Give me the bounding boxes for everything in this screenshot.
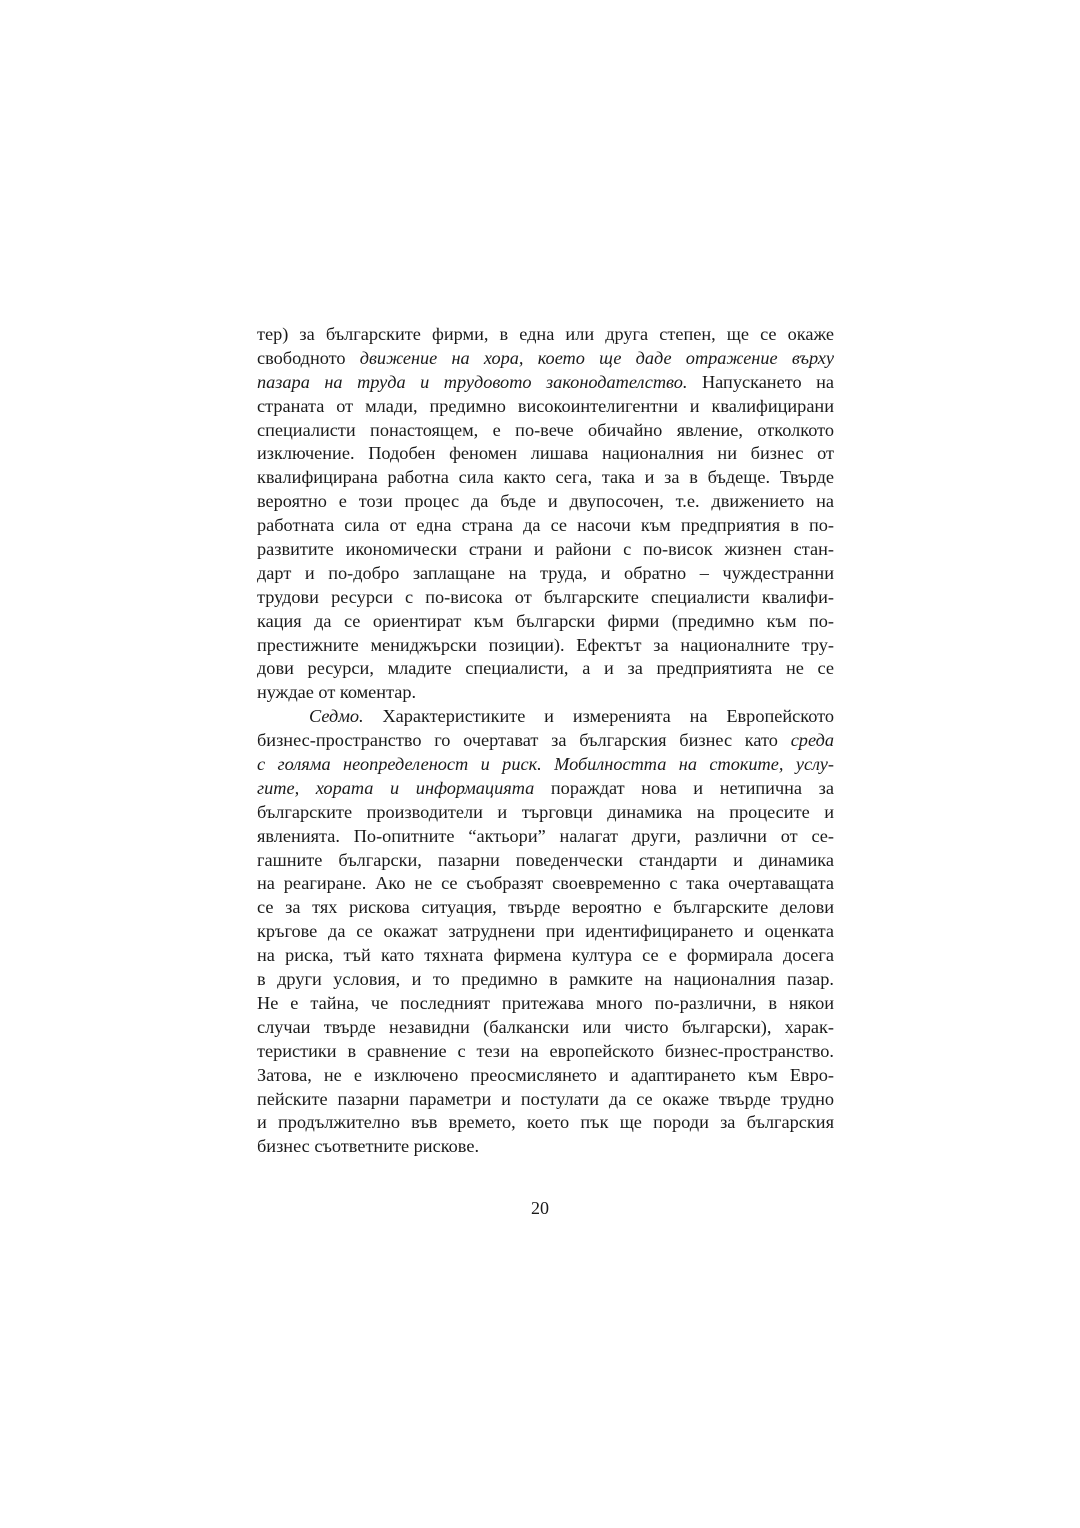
text-run: Затова, не е изключено преосмислянето и адаптирането към Евро- — [257, 1064, 834, 1085]
text-run: на риска, тъй като тяхната фирмена култура се е формирала досега — [257, 945, 834, 966]
text-run: тер) за българските фирми, в една или друга степен, ще се окаже — [257, 324, 834, 344]
text-line — [257, 944, 834, 968]
text-line — [257, 920, 834, 944]
text-run: развитите икономически страни и райони с по-висок жизнен стан- — [257, 539, 834, 560]
text-run: Характеристиките и измеренията на Европейското — [363, 706, 834, 727]
text-line — [257, 992, 834, 1016]
text-line — [257, 872, 834, 896]
text-line — [257, 395, 834, 419]
text-run: трудови ресурси с по-висока от българските специалисти квалифи- — [257, 586, 834, 607]
text-line — [257, 801, 834, 825]
text-run: бизнес съответните рискове. — [257, 1136, 480, 1157]
text-line — [257, 419, 834, 443]
text-run: вероятно е този процес да бъде и двупосочен, т.е. движението на — [257, 491, 834, 512]
text-line — [257, 466, 834, 490]
body-text — [257, 323, 834, 1159]
text-run: дарт и по-добро заплащане на труда, и обратно – чуждестранни — [257, 562, 834, 583]
text-line — [257, 610, 834, 634]
page-number: 20 — [531, 1198, 549, 1218]
text-run: пейските пазарни параметри и постулати да се окаже твърде трудно — [257, 1088, 834, 1109]
text-run: се за тях рискова ситуация, твърде вероятно е българските делови — [257, 897, 834, 918]
italic-run: с голяма неопределеност и риск. Мобилността на стоките, услу- — [257, 754, 834, 775]
text-run: бизнес-пространство го очертават за българския бизнес като — [257, 730, 791, 751]
text-run: на реагиране. Ако не се съобразят своевременно с така очертаващата — [257, 873, 834, 894]
text-line — [257, 634, 834, 658]
text-line — [257, 968, 834, 992]
text-run: кръгове да се окажат затруднени при идентифицирането и оценката — [257, 921, 834, 942]
text-line — [257, 681, 834, 705]
text-run: специалисти понастоящем, е по-вече обичайно явление, отколкото — [257, 419, 834, 440]
text-run: Напускането на — [687, 371, 834, 392]
text-line — [257, 753, 834, 777]
paragraph-2 — [257, 705, 834, 1159]
text-line — [257, 490, 834, 514]
text-run: страната от млади, предимно високоинтелигентни и квалифицирани — [257, 395, 834, 416]
text-line — [257, 1040, 834, 1064]
text-run: явленията. По-опитните “актьори” налагат други, различни от се- — [257, 825, 834, 846]
text-line — [257, 777, 834, 801]
text-run: квалифицирана работна сила както сега, така и за в бъдеще. Твърде — [257, 467, 834, 488]
text-run: изключение. Подобен феномен лишава националния ни бизнес от — [257, 443, 834, 464]
italic-run: среда — [790, 730, 834, 751]
text-run: работната сила от една страна да се насочи към предприятия в по- — [257, 515, 834, 536]
text-run: теристики в сравнение с тези на европейското бизнес-пространство. — [257, 1040, 834, 1061]
text-line — [257, 347, 834, 371]
text-line — [257, 705, 834, 729]
text-run: престижните мениджърски позиции). Ефектът за националните тру- — [257, 634, 834, 655]
text-run: кация да се ориентират към български фирми (предимно към по- — [257, 610, 834, 631]
text-line — [257, 1111, 834, 1135]
text-run: българските производители и търговци динамика на процесите и — [257, 801, 834, 822]
text-run: гашните български, пазарни поведенчески стандарти и динамика — [257, 849, 834, 870]
italic-run: Седмо. — [309, 706, 364, 727]
text-run: дови ресурси, младите специалисти, а и за предприятията не се — [257, 658, 834, 679]
italic-run: движение на хора, което ще даде отражение върху — [359, 347, 834, 368]
text-run: нуждае от коментар. — [257, 682, 417, 703]
text-line — [257, 896, 834, 920]
text-run: случаи твърде незавидни (балкански или чисто български), харак- — [257, 1016, 834, 1037]
text-line — [257, 442, 834, 466]
text-line — [257, 323, 834, 347]
text-line — [257, 849, 834, 873]
text-run: свободното — [257, 347, 360, 368]
text-line — [257, 1135, 834, 1159]
text-line — [257, 1064, 834, 1088]
text-line — [257, 538, 834, 562]
text-line — [257, 1088, 834, 1112]
text-line — [257, 514, 834, 538]
italic-run: гите, хората и информацията — [257, 777, 535, 798]
text-line — [257, 586, 834, 610]
text-line — [257, 657, 834, 681]
text-line — [257, 825, 834, 849]
text-line — [257, 371, 834, 395]
text-run: в други условия, и то предимно в рамките на националния пазар. — [257, 969, 834, 990]
text-run: Не е тайна, че последният притежава много по-различни, в някои — [257, 992, 834, 1013]
text-run: и продължително във времето, което пък ще породи за българския — [257, 1112, 834, 1133]
paragraph-1 — [257, 323, 834, 705]
text-line — [257, 729, 834, 753]
text-run: пораждат нова и нетипична за — [534, 777, 834, 798]
text-line — [257, 1016, 834, 1040]
text-line — [257, 562, 834, 586]
italic-run: пазара на труда и трудовото законодателство. — [257, 371, 688, 392]
